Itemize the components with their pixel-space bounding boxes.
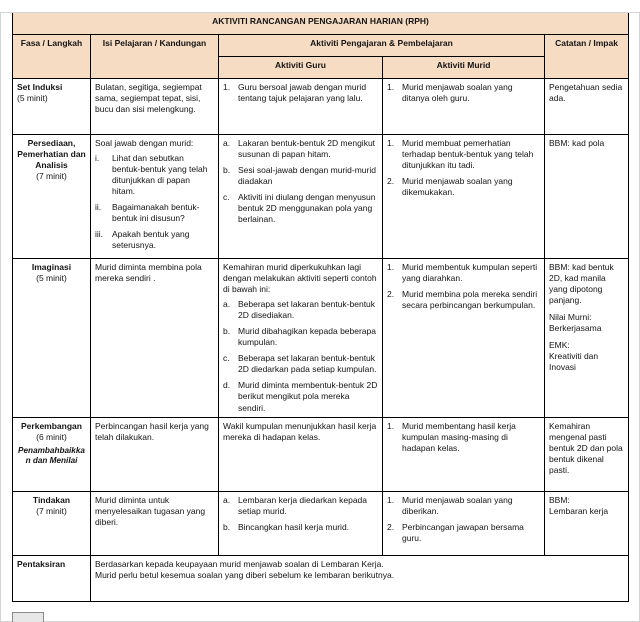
catatan-text: EMK: <box>549 340 570 351</box>
list-item <box>223 82 378 104</box>
pentaksiran-text: Murid perlu betul kesemua soalan yang diberi sebelum ke lembaran berikutnya. <box>95 569 395 580</box>
catatan-text: BBM: kad pola <box>549 138 605 148</box>
isi-cell-set-induksi <box>91 79 219 135</box>
isi-text: Perbincangan hasil kerja yang telah dilakukan. <box>95 420 209 442</box>
pentaksiran-cell <box>91 555 629 601</box>
item-text: Beberapa set lakaran bentuk-bentuk 2D diedarkan pada setiap kumpulan. <box>238 353 377 375</box>
guru-cell-set-induksi <box>219 79 383 135</box>
table-row-persediaan <box>13 135 629 259</box>
item-text: Bincangkan hasil kerja murid. <box>238 521 350 532</box>
isi-cell-imaginasi <box>91 259 219 418</box>
fasa-cell-set-induksi <box>13 79 91 135</box>
list-item <box>223 380 378 413</box>
item-marker: a. <box>223 494 231 505</box>
fasa-title: Tindakan <box>32 494 71 505</box>
guru-intro: Kemahiran murid diperkukuhkan lagi dengan melakukan aktiviti seperti contoh di bawah ini: <box>223 262 377 295</box>
list-item <box>387 495 540 517</box>
table-row-perkembangan <box>13 417 629 491</box>
isi-text: Murid diminta untuk menyelesaikan tugasan yang diberi. <box>95 494 206 527</box>
isi-cell-tindakan <box>91 491 219 555</box>
catatan-text: Pengetahuan sedia ada. <box>549 82 623 104</box>
fasa-title: Set Induksi <box>17 82 63 92</box>
fasa-duration: (7 minit) <box>36 505 67 516</box>
item-text: Murid membentang hasil kerja kumpulan masing-masing di hadapan kelas. <box>402 420 516 453</box>
fasa-title: Perkembangan <box>21 420 82 431</box>
item-marker: 1. <box>387 262 395 272</box>
column-header-aktiviti-guru: Aktiviti Guru <box>219 57 383 79</box>
item-marker: a. <box>223 138 231 148</box>
list-item <box>387 421 540 454</box>
fasa-duration: (5 minit) <box>36 273 67 284</box>
list-item <box>387 82 540 104</box>
catatan-cell-set-induksi <box>545 79 629 135</box>
list-item <box>223 326 378 348</box>
list-item <box>95 202 214 224</box>
isi-cell-perkembangan <box>91 417 219 491</box>
item-text: Apakah bentuk yang seterusnya. <box>112 229 190 251</box>
fasa-cell-persediaan <box>13 135 91 259</box>
catatan-text: BBM: kad bentuk 2D, kad manila yang dipotong panjang. <box>549 262 614 306</box>
item-marker: b. <box>223 326 231 337</box>
list-item <box>223 192 378 225</box>
item-text: Murid menjawab soalan yang ditanya oleh guru. <box>402 82 513 104</box>
fasa-cell-pentaksiran <box>13 555 91 601</box>
item-text: Aktiviti ini diulang dengan menyusun bentuk 2D menggunakan pola yang berlainan. <box>238 192 376 225</box>
item-text: Murid membina pola mereka sendiri secara perbincangan berkumpulan. <box>402 289 538 311</box>
catatan-text: Lembaran kerja <box>549 505 609 516</box>
list-item <box>387 138 540 171</box>
item-text: Sesi soal-jawab dengan murid-murid diadakan <box>238 165 376 187</box>
catatan-text: Kemahiran mengenal pasti bentuk 2D dan pola bentuk dikenal pasti. <box>549 420 623 475</box>
fasa-duration: (5 minit) <box>17 93 48 104</box>
item-marker: b. <box>223 165 231 176</box>
murid-cell-imaginasi <box>383 259 545 418</box>
guru-cell-tindakan <box>219 491 383 555</box>
item-text: Guru bersoal jawab dengan murid tentang tajuk pelajaran yang lalu. <box>238 82 367 104</box>
fasa-cell-imaginasi <box>13 259 91 418</box>
guru-cell-imaginasi <box>219 259 383 418</box>
rph-lesson-plan-table <box>12 12 629 602</box>
catatan-text: Kreativiti dan Inovasi <box>549 351 599 373</box>
next-table-fragment <box>12 612 44 622</box>
catatan-cell-persediaan <box>545 135 629 259</box>
list-item <box>95 229 214 251</box>
list-item <box>223 495 378 517</box>
item-text: Perbincangan jawapan bersama guru. <box>402 521 524 543</box>
item-marker: 1. <box>387 82 395 92</box>
item-text: Lakaran bentuk-bentuk 2D mengikut susunan di papan hitam. <box>238 138 376 160</box>
fasa-title: Imaginasi <box>31 262 72 272</box>
item-marker: 1. <box>223 82 231 92</box>
list-item <box>387 522 540 544</box>
fasa-duration: (7 minit) <box>36 171 67 182</box>
table-row-tindakan <box>13 491 629 555</box>
isi-intro: Soal jawab dengan murid: <box>95 138 194 148</box>
guru-text: Wakil kumpulan menunjukkan hasil kerja mereka di hadapan kelas. <box>223 420 377 442</box>
item-marker: iii. <box>95 229 104 240</box>
list-item <box>387 176 540 198</box>
item-marker: d. <box>223 380 231 391</box>
table-title: AKTIVITI RANCANGAN PENGAJARAN HARIAN (RPH) <box>13 13 629 35</box>
item-marker: a. <box>223 299 231 310</box>
item-text: Murid menjawab soalan yang dikemukakan. <box>402 176 513 198</box>
item-marker: c. <box>223 353 230 364</box>
isi-cell-persediaan <box>91 135 219 259</box>
item-marker: 1. <box>387 138 395 148</box>
item-marker: 2. <box>387 289 395 300</box>
catatan-cell-tindakan <box>545 491 629 555</box>
list-item <box>223 299 378 321</box>
fasa-note: Penambahbaikkan dan Menilai <box>18 445 85 466</box>
list-item <box>223 353 378 375</box>
list-item <box>223 165 378 187</box>
item-marker: 2. <box>387 521 395 532</box>
fasa-title: Persediaan, Pemerhatian dan Analisis <box>17 138 86 171</box>
fasa-duration: (6 minit) <box>36 431 67 442</box>
table-row-imaginasi <box>13 259 629 418</box>
guru-cell-perkembangan <box>219 417 383 491</box>
item-text: Lembaran kerja diedarkan kepada setiap murid. <box>238 494 368 516</box>
murid-cell-tindakan <box>383 491 545 555</box>
list-item <box>223 138 378 160</box>
item-text: Murid membentuk kumpulan seperti yang diarahkan. <box>402 262 538 284</box>
fasa-cell-perkembangan <box>13 417 91 491</box>
item-marker: 1. <box>387 420 395 431</box>
isi-text: Murid diminta membina pola mereka sendiri . <box>95 262 202 284</box>
item-text: Murid dibahagikan kepada beberapa kumpulan. <box>238 326 376 348</box>
guru-cell-persediaan <box>219 135 383 259</box>
item-marker: ii. <box>95 202 102 213</box>
item-marker: b. <box>223 521 231 532</box>
column-header-catatan: Catatan / Impak <box>545 35 629 79</box>
column-header-isi: Isi Pelajaran / Kandungan <box>91 35 219 79</box>
isi-text: Bulatan, segitiga, segiempat sama, segiempat tepat, sisi, bucu dan sisi melengkung. <box>95 82 202 115</box>
item-marker: i. <box>95 153 100 164</box>
catatan-cell-perkembangan <box>545 417 629 491</box>
murid-cell-set-induksi <box>383 79 545 135</box>
catatan-text: Nilai Murni: Berkerjasama <box>549 312 602 334</box>
list-item <box>223 522 378 533</box>
pentaksiran-text: Berdasarkan kepada keupayaan murid menjawab soalan di Lembaran Kerja. <box>95 558 384 569</box>
catatan-text: BBM: <box>549 494 570 505</box>
item-text: Murid membuat pemerhatian terhadap bentuk-bentuk yang telah ditunjukkan itu tadi. <box>402 138 534 171</box>
item-marker: 1. <box>387 494 395 505</box>
item-marker: 2. <box>387 176 395 187</box>
fasa-title: Pentaksiran <box>17 558 66 569</box>
item-marker: c. <box>223 192 230 203</box>
item-text: Lihat dan sebutkan bentuk-bentuk yang telah ditunjukkan di papan hitam. <box>112 153 208 197</box>
column-header-aktiviti-murid: Aktiviti Murid <box>383 57 545 79</box>
table-row-pentaksiran <box>13 555 629 601</box>
list-item <box>387 262 540 284</box>
list-item <box>95 153 214 197</box>
column-header-fasa: Fasa / Langkah <box>13 35 91 79</box>
murid-cell-persediaan <box>383 135 545 259</box>
item-text: Murid menjawab soalan yang diberikan. <box>402 494 513 516</box>
catatan-cell-imaginasi <box>545 259 629 418</box>
murid-cell-perkembangan <box>383 417 545 491</box>
item-text: Bagaimanakah bentuk-bentuk ini disusun? <box>112 202 200 224</box>
column-header-aktiviti: Aktiviti Pengajaran & Pembelajaran <box>219 35 545 57</box>
fasa-cell-tindakan <box>13 491 91 555</box>
item-text: Beberapa set lakaran bentuk-bentuk 2D disediakan. <box>238 299 376 321</box>
list-item <box>387 289 540 311</box>
item-text: Murid diminta membentuk-bentuk 2D berikut mengikut pola mereka sendiri. <box>238 380 378 413</box>
table-row-set-induksi <box>13 79 629 135</box>
